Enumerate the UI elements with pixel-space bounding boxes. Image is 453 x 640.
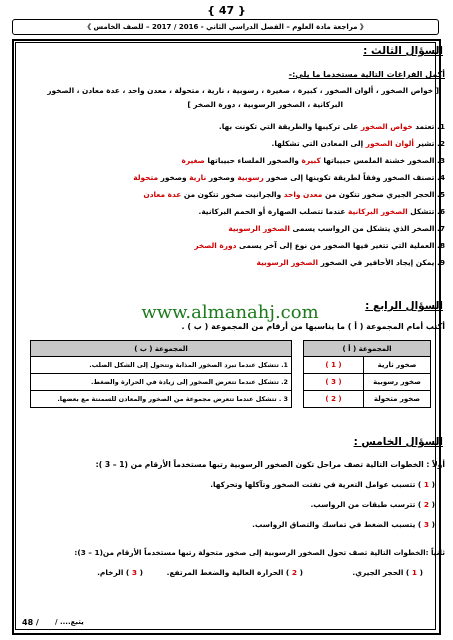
group-a-header: المجموعة ( أ ) [304,341,431,357]
fill-item-7: 7. الصخر الذي يتشكل من الرواسب يسمى الصخور الرسوبية [228,224,445,233]
section4-instruction: أكتب أمام المجموعة ( أ ) ما يناسبها من أرقام من المجموعة ( ب ) . [181,322,445,331]
group-a-answer: ( 2 ) [304,391,364,408]
fill-answer: دورة الصخر [194,241,237,250]
word-bank-line-1: [ خواص الصخور ، ألوان الصخور ، كبيرة ، صغيرة ، رسوبية ، نارية ، متحولة ، معدن واحد ، عدة معادن ، الصخور [47,86,439,95]
fill-answer: عدة معادن [143,190,182,199]
fill-item-3: 3. الصخور خشنة الملمس حبيباتها كبيرة والصخور الملساء حبيباتها صغيرة [181,156,445,165]
fill-answer: معدن واحد [283,190,323,199]
fill-answer: رسوبية [237,173,264,182]
fill-answer: نارية [189,173,207,182]
fill-item-8: 8. العملية التي تتغير فيها الصخور من نوع إلى آخر يسمى دورة الصخر [194,241,445,250]
fill-item-4: 4. تصنف الصخور وفقاً لطريقة تكوينها إلى صخور رسوبية وصخور نارية وصخور متحولة [133,173,445,182]
section3-title: السؤال الثالث : [363,45,443,57]
page-number-top: { 47 } [207,4,246,17]
group-b-desc: 1. تتشكل عندما تبرد الصخور المذابة وتتحول إلى الشكل الصلب. [31,357,292,374]
order-item: ( 2 ) الحرارة العالية والضغط المرتفع. [166,568,303,577]
continue-note: يتبع.... / [55,618,84,626]
section5-part2-title: ثانياً :الخطوات التالية تصف تحول الصخور الرسوبية إلى صخور متحولة رتبها مستخدماً الأرقام من(1 – 3): [74,548,445,557]
order-item: ( 3 ) يتسبب الضغط في تماسك والتصاق الرواسب. [252,520,435,529]
section5-part1-title: أولاً : الخطوات التالية تصف مراحل تكون الصخور الرسوبية رتبها مستخدماً الأرقام من (1 – 3 ): [95,460,445,469]
section4-title: السؤال الرابع : [365,300,443,312]
fill-answer: الصخور الرسوبية [256,258,318,267]
fill-answer: خواص الصخور [360,122,413,131]
fill-item-9: 9. يمكن إيجاد الأحافير في الصخور الصخور الرسوبية [256,258,445,267]
fill-answer: كبيرة [301,156,321,165]
group-a-table [303,340,431,408]
order-item: ( 3 ) الرخام. [97,568,143,577]
group-b-desc: 3 . تتشكل عندما تتعرض مجموعة من الصخور والمعادن للسمنتة مع بعضها. [31,391,292,408]
page-number-bottom: 48 / [22,618,39,627]
group-a-answer: ( 3 ) [304,374,364,391]
fill-answer: متحولة [133,173,159,182]
group-a-rock: صخور رسوبية [364,374,431,391]
order-item: ( 1 ) الحجر الجيري. [352,568,423,577]
group-a-rock: صخور متحولة [364,391,431,408]
fill-answer: صغيرة [181,156,205,165]
order-item: ( 1 ) تتسبب عوامل التعرية في تفتت الصخور وتآكلها وتحركها. [210,480,435,489]
section5-title: السؤال الخامس : [353,436,443,448]
order-item: ( 2 ) تترسب طبقات من الرواسب. [310,500,435,509]
fill-item-2: 2. تشير ألوان الصخور إلى المعادن التي تشكلها. [271,139,445,148]
watermark: www.almanahj.com [141,302,319,323]
fill-answer: ألوان الصخور [365,139,414,148]
fill-item-5: 5. الحجر الجيري صخور تتكون من معدن واحد والجرانيت صخور تتكون من عدة معادن [143,190,445,199]
fill-answer: الصخور البركانية [348,207,408,216]
group-b-table [30,340,292,408]
fill-item-6: 6. تتشكل الصخور البركانية عندما تتصلب الصهارة أو الحمم البركانية. [198,207,445,216]
group-b-desc: 2. تتشكل عندما تتعرض الصخور إلى زيادة في الحرارة والضغط. [31,374,292,391]
header-banner: 《 مراجعة مادة العلوم – الفصل الدراسي الثاني - 2016 / 2017 – للصف الخامس 》 [12,19,439,35]
section3-instruction: أكمل الفراغات التالية مستخدما ما يلي:- [288,70,445,79]
fill-item-1: 1. تعتمد خواص الصخور على تركيبها والطريقة التي تكونت بها. [218,122,445,131]
group-b-header: المجموعة ( ب ) [31,341,292,357]
group-a-rock: صخور نارية [364,357,431,374]
footer [0,618,453,632]
fill-answer: الصخور الرسوبية [228,224,290,233]
group-a-answer: ( 1 ) [304,357,364,374]
word-bank-line-2: البركانية ، الصخور الرسوبية ، دورة الصخر ] [187,100,343,109]
